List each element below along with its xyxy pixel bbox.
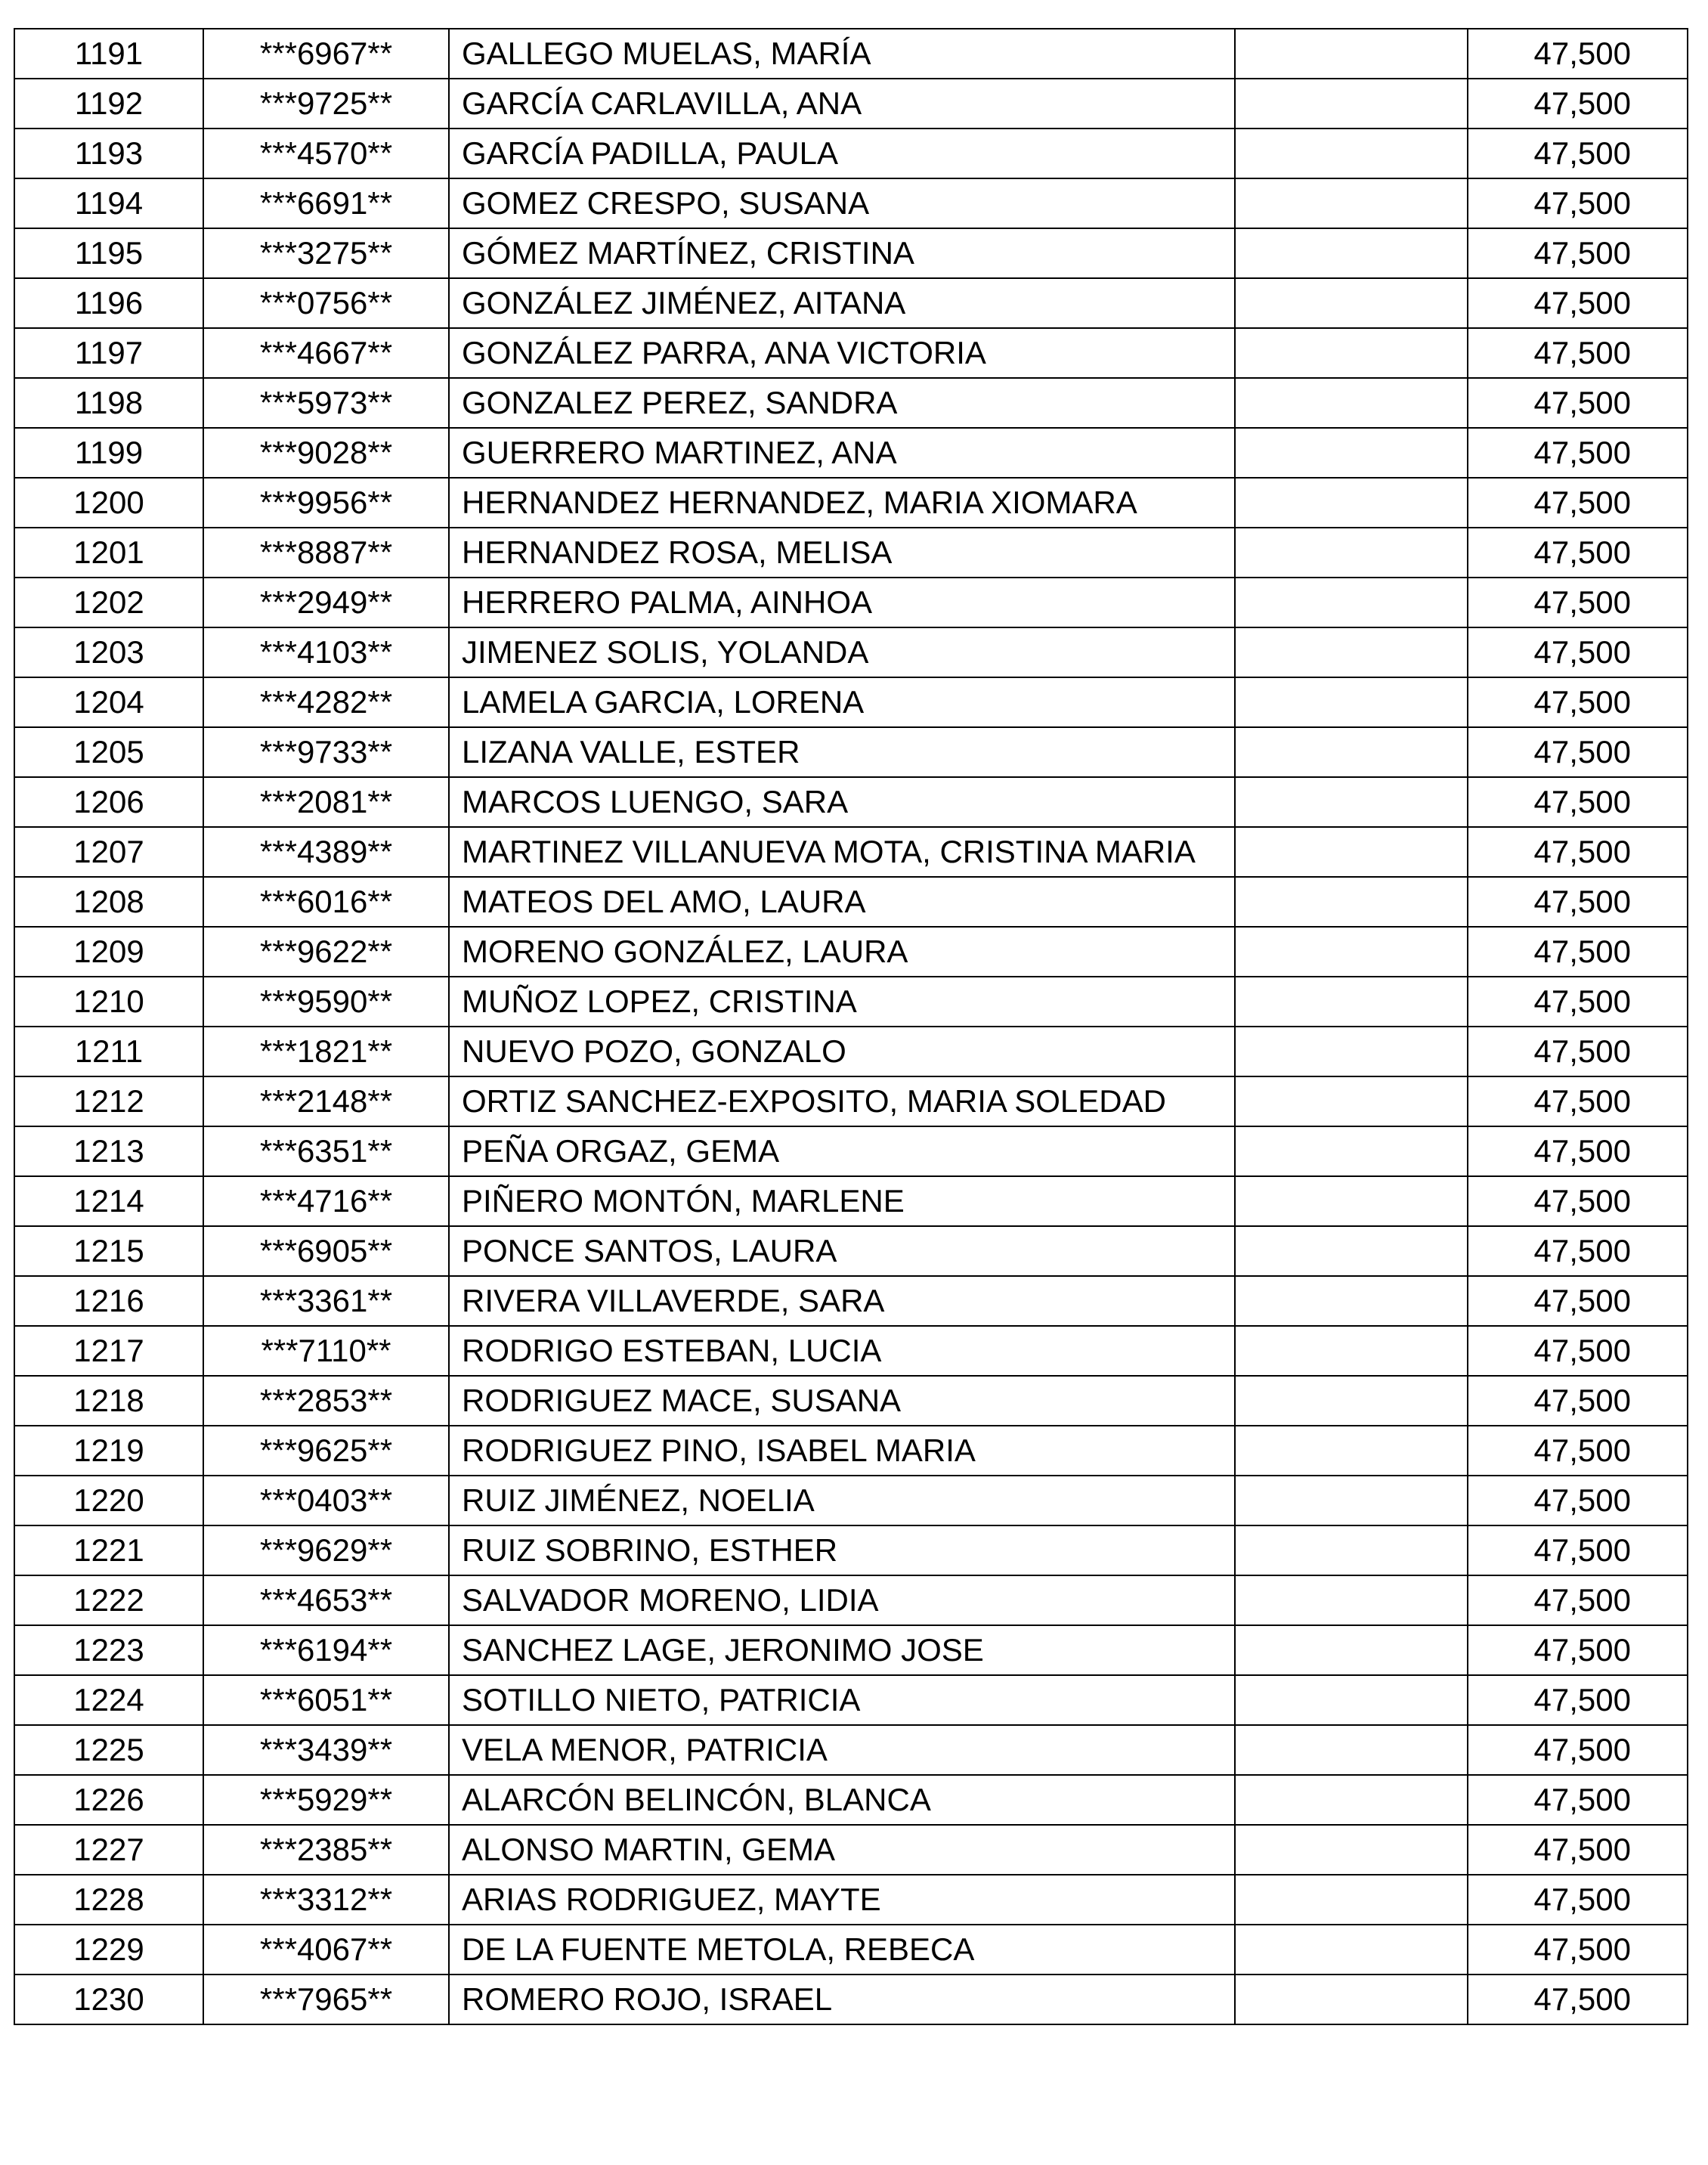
- empty-cell: [1235, 1575, 1468, 1625]
- score-cell: 47,500: [1468, 1226, 1688, 1276]
- score-cell: 47,500: [1468, 1276, 1688, 1326]
- full-name-cell: RODRIGUEZ PINO, ISABEL MARIA: [449, 1426, 1235, 1476]
- score-cell: 47,500: [1468, 1925, 1688, 1975]
- empty-cell: [1235, 827, 1468, 877]
- score-cell: 47,500: [1468, 1126, 1688, 1176]
- full-name-cell: GUERRERO MARTINEZ, ANA: [449, 428, 1235, 478]
- masked-id-cell: ***1821**: [203, 1027, 449, 1076]
- empty-cell: [1235, 1875, 1468, 1925]
- full-name-cell: LIZANA VALLE, ESTER: [449, 727, 1235, 777]
- empty-cell: [1235, 1476, 1468, 1525]
- row-number-cell: 1226: [14, 1775, 203, 1825]
- masked-id-cell: ***0756**: [203, 278, 449, 328]
- row-number-cell: 1199: [14, 428, 203, 478]
- score-cell: 47,500: [1468, 1176, 1688, 1226]
- row-number-cell: 1229: [14, 1925, 203, 1975]
- masked-id-cell: ***6051**: [203, 1675, 449, 1725]
- row-number-cell: 1203: [14, 627, 203, 677]
- score-cell: 47,500: [1468, 278, 1688, 328]
- row-number-cell: 1212: [14, 1076, 203, 1126]
- row-number-cell: 1191: [14, 29, 203, 79]
- masked-id-cell: ***3275**: [203, 228, 449, 278]
- full-name-cell: GONZALEZ PEREZ, SANDRA: [449, 378, 1235, 428]
- full-name-cell: ALONSO MARTIN, GEMA: [449, 1825, 1235, 1875]
- score-cell: 47,500: [1468, 1376, 1688, 1426]
- row-number-cell: 1204: [14, 677, 203, 727]
- masked-id-cell: ***9629**: [203, 1525, 449, 1575]
- masked-id-cell: ***4067**: [203, 1925, 449, 1975]
- full-name-cell: SALVADOR MORENO, LIDIA: [449, 1575, 1235, 1625]
- table-row: [14, 278, 1688, 328]
- empty-cell: [1235, 1027, 1468, 1076]
- empty-cell: [1235, 1625, 1468, 1675]
- full-name-cell: RODRIGO ESTEBAN, LUCIA: [449, 1326, 1235, 1376]
- full-name-cell: SANCHEZ LAGE, JERONIMO JOSE: [449, 1625, 1235, 1675]
- masked-id-cell: ***4653**: [203, 1575, 449, 1625]
- masked-id-cell: ***9028**: [203, 428, 449, 478]
- empty-cell: [1235, 1276, 1468, 1326]
- empty-cell: [1235, 927, 1468, 977]
- score-cell: 47,500: [1468, 1975, 1688, 2024]
- results-table: [14, 28, 1688, 2025]
- table-row: [14, 1575, 1688, 1625]
- full-name-cell: ALARCÓN BELINCÓN, BLANCA: [449, 1775, 1235, 1825]
- masked-id-cell: ***6016**: [203, 877, 449, 927]
- empty-cell: [1235, 1975, 1468, 2024]
- row-number-cell: 1228: [14, 1875, 203, 1925]
- full-name-cell: RUIZ JIMÉNEZ, NOELIA: [449, 1476, 1235, 1525]
- empty-cell: [1235, 1126, 1468, 1176]
- masked-id-cell: ***3439**: [203, 1725, 449, 1775]
- table-row: [14, 777, 1688, 827]
- table-row: [14, 29, 1688, 79]
- full-name-cell: RIVERA VILLAVERDE, SARA: [449, 1276, 1235, 1326]
- empty-cell: [1235, 29, 1468, 79]
- table-row: [14, 827, 1688, 877]
- table-row: [14, 1276, 1688, 1326]
- full-name-cell: GÓMEZ MARTÍNEZ, CRISTINA: [449, 228, 1235, 278]
- empty-cell: [1235, 1076, 1468, 1126]
- empty-cell: [1235, 79, 1468, 129]
- table-row: [14, 927, 1688, 977]
- masked-id-cell: ***2148**: [203, 1076, 449, 1126]
- row-number-cell: 1208: [14, 877, 203, 927]
- row-number-cell: 1192: [14, 79, 203, 129]
- empty-cell: [1235, 129, 1468, 178]
- table-row: [14, 1725, 1688, 1775]
- full-name-cell: SOTILLO NIETO, PATRICIA: [449, 1675, 1235, 1725]
- row-number-cell: 1194: [14, 178, 203, 228]
- row-number-cell: 1214: [14, 1176, 203, 1226]
- full-name-cell: MUÑOZ LOPEZ, CRISTINA: [449, 977, 1235, 1027]
- table-row: [14, 1775, 1688, 1825]
- score-cell: 47,500: [1468, 578, 1688, 627]
- row-number-cell: 1209: [14, 927, 203, 977]
- row-number-cell: 1227: [14, 1825, 203, 1875]
- score-cell: 47,500: [1468, 1625, 1688, 1675]
- masked-id-cell: ***6351**: [203, 1126, 449, 1176]
- full-name-cell: RUIZ SOBRINO, ESTHER: [449, 1525, 1235, 1575]
- empty-cell: [1235, 1675, 1468, 1725]
- empty-cell: [1235, 1825, 1468, 1875]
- score-cell: 47,500: [1468, 777, 1688, 827]
- row-number-cell: 1216: [14, 1276, 203, 1326]
- empty-cell: [1235, 1176, 1468, 1226]
- table-row: [14, 1426, 1688, 1476]
- table-row: [14, 1875, 1688, 1925]
- full-name-cell: PEÑA ORGAZ, GEMA: [449, 1126, 1235, 1176]
- score-cell: 47,500: [1468, 1525, 1688, 1575]
- masked-id-cell: ***4570**: [203, 129, 449, 178]
- score-cell: 47,500: [1468, 927, 1688, 977]
- row-number-cell: 1207: [14, 827, 203, 877]
- masked-id-cell: ***6194**: [203, 1625, 449, 1675]
- row-number-cell: 1193: [14, 129, 203, 178]
- masked-id-cell: ***9733**: [203, 727, 449, 777]
- full-name-cell: PIÑERO MONTÓN, MARLENE: [449, 1176, 1235, 1226]
- masked-id-cell: ***7965**: [203, 1975, 449, 2024]
- table-row: [14, 1625, 1688, 1675]
- table-row: [14, 1825, 1688, 1875]
- empty-cell: [1235, 1376, 1468, 1426]
- score-cell: 47,500: [1468, 228, 1688, 278]
- full-name-cell: GONZÁLEZ JIMÉNEZ, AITANA: [449, 278, 1235, 328]
- score-cell: 47,500: [1468, 977, 1688, 1027]
- score-cell: 47,500: [1468, 1825, 1688, 1875]
- row-number-cell: 1218: [14, 1376, 203, 1426]
- full-name-cell: MORENO GONZÁLEZ, LAURA: [449, 927, 1235, 977]
- masked-id-cell: ***4103**: [203, 627, 449, 677]
- empty-cell: [1235, 428, 1468, 478]
- row-number-cell: 1202: [14, 578, 203, 627]
- table-row: [14, 428, 1688, 478]
- row-number-cell: 1230: [14, 1975, 203, 2024]
- score-cell: 47,500: [1468, 827, 1688, 877]
- score-cell: 47,500: [1468, 1775, 1688, 1825]
- table-row: [14, 1975, 1688, 2024]
- full-name-cell: LAMELA GARCIA, LORENA: [449, 677, 1235, 727]
- row-number-cell: 1219: [14, 1426, 203, 1476]
- table-row: [14, 1376, 1688, 1426]
- row-number-cell: 1196: [14, 278, 203, 328]
- empty-cell: [1235, 1226, 1468, 1276]
- empty-cell: [1235, 1525, 1468, 1575]
- full-name-cell: GALLEGO MUELAS, MARÍA: [449, 29, 1235, 79]
- masked-id-cell: ***8887**: [203, 528, 449, 578]
- masked-id-cell: ***9590**: [203, 977, 449, 1027]
- row-number-cell: 1213: [14, 1126, 203, 1176]
- row-number-cell: 1222: [14, 1575, 203, 1625]
- empty-cell: [1235, 877, 1468, 927]
- row-number-cell: 1215: [14, 1226, 203, 1276]
- masked-id-cell: ***4716**: [203, 1176, 449, 1226]
- table-row: [14, 1226, 1688, 1276]
- masked-id-cell: ***9956**: [203, 478, 449, 528]
- full-name-cell: HERNANDEZ ROSA, MELISA: [449, 528, 1235, 578]
- masked-id-cell: ***9725**: [203, 79, 449, 129]
- masked-id-cell: ***3312**: [203, 1875, 449, 1925]
- score-cell: 47,500: [1468, 1725, 1688, 1775]
- empty-cell: [1235, 777, 1468, 827]
- results-table-container: [14, 28, 1687, 2025]
- empty-cell: [1235, 228, 1468, 278]
- score-cell: 47,500: [1468, 1326, 1688, 1376]
- full-name-cell: ARIAS RODRIGUEZ, MAYTE: [449, 1875, 1235, 1925]
- score-cell: 47,500: [1468, 1027, 1688, 1076]
- empty-cell: [1235, 578, 1468, 627]
- empty-cell: [1235, 478, 1468, 528]
- full-name-cell: MARCOS LUENGO, SARA: [449, 777, 1235, 827]
- table-row: [14, 1925, 1688, 1975]
- table-row: [14, 228, 1688, 278]
- masked-id-cell: ***2385**: [203, 1825, 449, 1875]
- score-cell: 47,500: [1468, 1675, 1688, 1725]
- masked-id-cell: ***4667**: [203, 328, 449, 378]
- score-cell: 47,500: [1468, 677, 1688, 727]
- empty-cell: [1235, 677, 1468, 727]
- table-row: [14, 677, 1688, 727]
- table-row: [14, 1027, 1688, 1076]
- score-cell: 47,500: [1468, 1076, 1688, 1126]
- full-name-cell: GONZÁLEZ PARRA, ANA VICTORIA: [449, 328, 1235, 378]
- empty-cell: [1235, 727, 1468, 777]
- table-row: [14, 1476, 1688, 1525]
- table-row: [14, 478, 1688, 528]
- empty-cell: [1235, 1426, 1468, 1476]
- full-name-cell: DE LA FUENTE METOLA, REBECA: [449, 1925, 1235, 1975]
- table-row: [14, 378, 1688, 428]
- score-cell: 47,500: [1468, 428, 1688, 478]
- full-name-cell: ORTIZ SANCHEZ-EXPOSITO, MARIA SOLEDAD: [449, 1076, 1235, 1126]
- row-number-cell: 1205: [14, 727, 203, 777]
- masked-id-cell: ***3361**: [203, 1276, 449, 1326]
- score-cell: 47,500: [1468, 1575, 1688, 1625]
- row-number-cell: 1200: [14, 478, 203, 528]
- masked-id-cell: ***5929**: [203, 1775, 449, 1825]
- table-row: [14, 578, 1688, 627]
- table-row: [14, 178, 1688, 228]
- score-cell: 47,500: [1468, 129, 1688, 178]
- masked-id-cell: ***9625**: [203, 1426, 449, 1476]
- masked-id-cell: ***0403**: [203, 1476, 449, 1525]
- empty-cell: [1235, 278, 1468, 328]
- empty-cell: [1235, 1326, 1468, 1376]
- table-row: [14, 1326, 1688, 1376]
- score-cell: 47,500: [1468, 1476, 1688, 1525]
- score-cell: 47,500: [1468, 178, 1688, 228]
- full-name-cell: MATEOS DEL AMO, LAURA: [449, 877, 1235, 927]
- table-row: [14, 627, 1688, 677]
- score-cell: 47,500: [1468, 79, 1688, 129]
- score-cell: 47,500: [1468, 1875, 1688, 1925]
- full-name-cell: JIMENEZ SOLIS, YOLANDA: [449, 627, 1235, 677]
- empty-cell: [1235, 1775, 1468, 1825]
- score-cell: 47,500: [1468, 328, 1688, 378]
- table-row: [14, 977, 1688, 1027]
- full-name-cell: GARCÍA PADILLA, PAULA: [449, 129, 1235, 178]
- full-name-cell: ROMERO ROJO, ISRAEL: [449, 1975, 1235, 2024]
- row-number-cell: 1223: [14, 1625, 203, 1675]
- row-number-cell: 1211: [14, 1027, 203, 1076]
- empty-cell: [1235, 1925, 1468, 1975]
- masked-id-cell: ***4389**: [203, 827, 449, 877]
- table-row: [14, 129, 1688, 178]
- row-number-cell: 1206: [14, 777, 203, 827]
- score-cell: 47,500: [1468, 528, 1688, 578]
- empty-cell: [1235, 528, 1468, 578]
- row-number-cell: 1221: [14, 1525, 203, 1575]
- empty-cell: [1235, 328, 1468, 378]
- full-name-cell: PONCE SANTOS, LAURA: [449, 1226, 1235, 1276]
- masked-id-cell: ***2081**: [203, 777, 449, 827]
- score-cell: 47,500: [1468, 727, 1688, 777]
- empty-cell: [1235, 178, 1468, 228]
- row-number-cell: 1201: [14, 528, 203, 578]
- row-number-cell: 1210: [14, 977, 203, 1027]
- table-row: [14, 1525, 1688, 1575]
- table-row: [14, 528, 1688, 578]
- full-name-cell: HERNANDEZ HERNANDEZ, MARIA XIOMARA: [449, 478, 1235, 528]
- masked-id-cell: ***6905**: [203, 1226, 449, 1276]
- empty-cell: [1235, 627, 1468, 677]
- row-number-cell: 1198: [14, 378, 203, 428]
- masked-id-cell: ***2949**: [203, 578, 449, 627]
- score-cell: 47,500: [1468, 478, 1688, 528]
- empty-cell: [1235, 378, 1468, 428]
- full-name-cell: HERRERO PALMA, AINHOA: [449, 578, 1235, 627]
- table-row: [14, 79, 1688, 129]
- full-name-cell: RODRIGUEZ MACE, SUSANA: [449, 1376, 1235, 1426]
- masked-id-cell: ***2853**: [203, 1376, 449, 1426]
- score-cell: 47,500: [1468, 378, 1688, 428]
- table-row: [14, 328, 1688, 378]
- full-name-cell: NUEVO POZO, GONZALO: [449, 1027, 1235, 1076]
- table-row: [14, 1076, 1688, 1126]
- row-number-cell: 1197: [14, 328, 203, 378]
- results-table-body: [14, 29, 1688, 2024]
- score-cell: 47,500: [1468, 877, 1688, 927]
- score-cell: 47,500: [1468, 1426, 1688, 1476]
- row-number-cell: 1195: [14, 228, 203, 278]
- row-number-cell: 1225: [14, 1725, 203, 1775]
- table-row: [14, 1675, 1688, 1725]
- full-name-cell: GARCÍA CARLAVILLA, ANA: [449, 79, 1235, 129]
- masked-id-cell: ***6691**: [203, 178, 449, 228]
- table-row: [14, 1126, 1688, 1176]
- full-name-cell: VELA MENOR, PATRICIA: [449, 1725, 1235, 1775]
- row-number-cell: 1224: [14, 1675, 203, 1725]
- masked-id-cell: ***6967**: [203, 29, 449, 79]
- masked-id-cell: ***7110**: [203, 1326, 449, 1376]
- empty-cell: [1235, 977, 1468, 1027]
- row-number-cell: 1217: [14, 1326, 203, 1376]
- masked-id-cell: ***4282**: [203, 677, 449, 727]
- full-name-cell: MARTINEZ VILLANUEVA MOTA, CRISTINA MARIA: [449, 827, 1235, 877]
- full-name-cell: GOMEZ CRESPO, SUSANA: [449, 178, 1235, 228]
- score-cell: 47,500: [1468, 627, 1688, 677]
- table-row: [14, 1176, 1688, 1226]
- masked-id-cell: ***5973**: [203, 378, 449, 428]
- row-number-cell: 1220: [14, 1476, 203, 1525]
- masked-id-cell: ***9622**: [203, 927, 449, 977]
- table-row: [14, 727, 1688, 777]
- score-cell: 47,500: [1468, 29, 1688, 79]
- empty-cell: [1235, 1725, 1468, 1775]
- table-row: [14, 877, 1688, 927]
